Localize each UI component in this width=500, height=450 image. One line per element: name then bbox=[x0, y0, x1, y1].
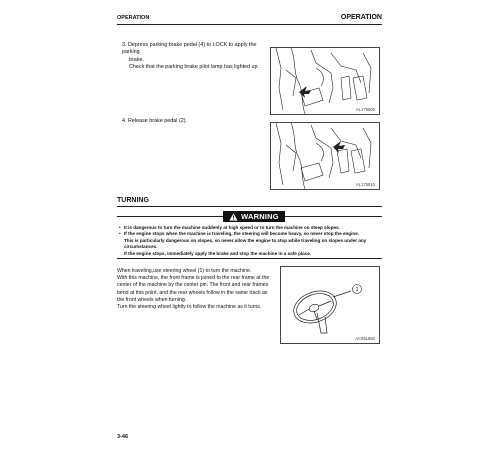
warning-bottom-rule bbox=[117, 258, 382, 259]
warning-label: WARNING bbox=[241, 212, 279, 221]
warning-item-2: • If the engine stops when the machine is traveling, the steering will become heavy, so never stop the engine. bbox=[119, 231, 360, 237]
section-rule-turning bbox=[117, 206, 382, 207]
figure-code-1: AL175800 bbox=[355, 107, 375, 112]
step-3-line-3: Check that the parking brake pilot lamp has lighted up. bbox=[129, 64, 260, 71]
header-rule bbox=[117, 24, 382, 25]
step-4-number: 4. bbox=[122, 118, 127, 124]
warning-item-1: • It is dangerous to turn the machine suddenly at high speed or to turn the machine on steep slopes. bbox=[119, 225, 340, 230]
turning-body-line-5: the front wheels when turning. bbox=[117, 296, 187, 303]
turning-body bbox=[117, 268, 277, 311]
page-number: 3-46 bbox=[117, 434, 129, 440]
warning-list bbox=[119, 225, 381, 257]
turning-body-line-1: When traveling,use steering wheel (1) to turn the machine. bbox=[117, 268, 252, 274]
figure-code-3: AC951860 bbox=[355, 336, 375, 341]
warning-rule-right bbox=[285, 216, 382, 217]
turning-body-line-2: With this machine, the front frame is joined to the rear frame at the bbox=[117, 275, 270, 282]
turning-body-line-6: Turn the steering wheel lightly to follow the machine as it turns. bbox=[117, 304, 262, 311]
bullet-icon: • bbox=[119, 231, 121, 237]
figure-brake-pedal-release bbox=[270, 122, 380, 190]
turning-body-line-4: bend at this point, and the rear wheels follow in the same track as bbox=[117, 289, 268, 296]
header-right: OPERATION bbox=[340, 14, 382, 21]
step-4-line-1: Release brake pedal (2). bbox=[128, 118, 188, 124]
turning-body-line-3: center of the machine by the center pin. The front and rear frames bbox=[117, 282, 269, 289]
bullet-icon: • bbox=[119, 225, 121, 230]
step-3 bbox=[122, 42, 272, 72]
figure-parking-brake-pedal bbox=[270, 47, 380, 115]
figure-code-2: AL175810 bbox=[355, 182, 375, 187]
warning-rule-left bbox=[117, 216, 223, 217]
parking-brake-illustration bbox=[271, 48, 379, 114]
warning-triangle-icon bbox=[229, 213, 238, 221]
step-4 bbox=[122, 118, 272, 125]
step-3-line-2: brake. bbox=[129, 56, 144, 63]
warning-item-3: If the engine stops, immediately apply the brake and stop the machine in a safe place. bbox=[124, 250, 312, 256]
warning-item-2-cont: This is particularly dangerous on slopes, so never allow the engine to stop while traveling on slopes under any circumstances. bbox=[124, 237, 367, 250]
step-3-line-1: Depress parking brake pedal (4) to LOCK to apply the parking bbox=[122, 42, 257, 56]
brake-release-illustration bbox=[271, 123, 379, 189]
callout-number: 1 bbox=[355, 287, 359, 293]
step-3-number: 3. bbox=[122, 42, 127, 48]
header-left: OPERATION bbox=[117, 15, 150, 21]
warning-banner bbox=[223, 211, 285, 222]
figure-steering-wheel bbox=[280, 266, 380, 344]
section-title-turning: TURNING bbox=[117, 197, 149, 204]
steering-wheel-illustration bbox=[281, 267, 379, 343]
